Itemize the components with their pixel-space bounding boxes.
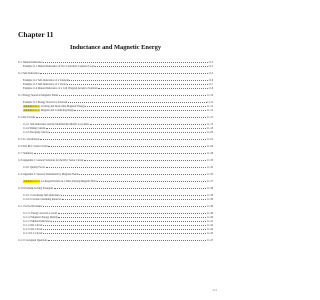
toc-entry-page: 11-30 <box>207 159 213 162</box>
toc-entry-page: 11-18 <box>207 127 213 130</box>
toc-entry[interactable] <box>18 137 213 141</box>
toc-entry-label: 11.6 The RLC Series Circuit <box>18 145 48 148</box>
toc-entry[interactable] <box>23 179 213 183</box>
toc-entry-page: 11-47 <box>207 239 213 242</box>
page-number: 11-1 <box>212 289 217 292</box>
dot-leader <box>54 187 207 189</box>
dot-leader <box>59 94 207 96</box>
animation-highlight: Animation 11.3 <box>23 180 40 183</box>
toc-entry-label: 11.10.2 Circuits containing inductors <box>23 198 62 201</box>
toc-entry-label: 11.5 LC Oscillations <box>18 138 40 141</box>
toc-entry-page: 11-8 <box>208 87 213 90</box>
dot-leader <box>97 180 206 182</box>
toc-entry-label: 11.11 Solved Problems <box>18 205 42 208</box>
toc-entry-page: 11-20 <box>207 131 213 134</box>
toc-entry[interactable] <box>18 71 213 75</box>
toc-entry-page: 11-26 <box>207 145 213 148</box>
toc-entry-label: 11.8 Appendix 1: General Solutions for the RLC Series Circuit <box>18 159 84 162</box>
toc-entry-label: 11.3 Energy Stored in Magnetic Fields <box>18 94 59 97</box>
dot-leader <box>85 105 206 107</box>
dot-leader <box>46 127 206 129</box>
toc-entry-page: 11-5 <box>208 65 213 68</box>
dot-leader <box>43 224 207 226</box>
dot-leader <box>43 205 207 207</box>
dot-leader <box>58 212 207 214</box>
toc-entry-label: 11.1 Mutual Inductance <box>18 61 43 64</box>
dot-leader <box>43 228 207 230</box>
toc-entry-label: 11.9 Appendix 2: Stresses Transmitted by Magnetic Fields <box>18 173 79 176</box>
toc-entry-page: 11-40 <box>207 216 213 219</box>
dot-leader <box>40 138 206 140</box>
toc-entry-label: 11.4.3 Decaying Current <box>23 131 49 134</box>
toc-entry-label: Example 11.5 Energy Stored in a Solenoid <box>23 101 68 104</box>
dot-leader <box>61 194 206 196</box>
dot-leader <box>43 232 206 234</box>
toc-entry-label: 11.2 Self-Inductance <box>18 72 40 75</box>
toc-entry[interactable] <box>23 130 213 134</box>
toc-entry[interactable] <box>18 238 213 242</box>
toc-entry-label: Animation 11.3A Charged Particle in a Time-Varying Magnetic Field <box>23 180 97 183</box>
toc-entry[interactable] <box>18 151 213 155</box>
toc-entry-label: Example 11.3 Self-Inductance of a Toroid <box>23 83 67 86</box>
toc-entry-label: 11.10 Problem-Solving Strategies <box>18 187 53 190</box>
toc-entry-page: 11-45 <box>207 232 213 235</box>
toc-entry-page: 11-39 <box>207 205 213 208</box>
toc-entry[interactable] <box>18 115 213 119</box>
toc-entry-label: 11.12 Conceptual Questions <box>18 239 48 242</box>
toc-entry[interactable] <box>23 231 213 235</box>
toc-entry-label: Animation 11.2Magnets and Conducting Rings <box>23 109 74 112</box>
toc-entry-label: 11.11.1 Energy stored in a toroid <box>23 212 57 215</box>
dot-leader <box>43 61 208 63</box>
toc-entry-label: Example 11.2 Self-Inductance of a Solenoid <box>23 79 69 82</box>
toc-entry-label: 11.8.1 Quality Factor <box>23 166 46 169</box>
toc-entry-label: 11.11.5 RL Circuit <box>23 228 43 231</box>
toc-entry-page: 11-42 <box>207 224 213 227</box>
toc-entry-page: 11-7 <box>208 83 213 86</box>
dot-leader <box>48 239 207 241</box>
dot-leader <box>49 131 206 133</box>
toc-entry[interactable] <box>18 172 213 176</box>
toc-entry-page: 11-39 <box>207 198 213 201</box>
dot-leader <box>48 145 206 147</box>
toc-entry-page: 11-15 <box>207 123 213 126</box>
dot-leader <box>34 152 207 154</box>
toc-entry-label: 11.10.1 Calculating Self-Inductance <box>23 194 61 197</box>
dot-leader <box>36 116 207 118</box>
toc-entry-page: 11-38 <box>207 194 213 197</box>
toc-entry[interactable] <box>23 64 213 68</box>
dot-leader <box>40 72 208 74</box>
dot-leader <box>90 123 207 125</box>
toc-entry[interactable] <box>23 165 213 169</box>
dot-leader <box>58 216 206 218</box>
chapter-title: Inductance and Magnetic Energy <box>69 44 162 51</box>
dot-leader <box>95 65 207 67</box>
dot-leader <box>79 173 206 175</box>
toc-entry[interactable] <box>18 186 213 190</box>
dot-leader <box>62 198 206 200</box>
toc-entry-label: Example 11.4 Mutual Inductance of a Coil Wrapped Around a Solenoid <box>23 87 98 90</box>
toc-entry-page: 11-44 <box>207 228 213 231</box>
toc-entry-page: 11-28 <box>207 152 213 155</box>
toc-entry-page: 11-39 <box>207 212 213 215</box>
toc-entry[interactable] <box>18 204 213 208</box>
toc-entry[interactable] <box>18 158 213 162</box>
dot-leader <box>74 109 206 111</box>
toc-entry-label: 11.11.6 LC Circuit <box>23 232 43 235</box>
animation-highlight: Animation 11.2 <box>23 109 40 112</box>
toc-entry-label: 11.11.3 Mutual Inductance <box>23 220 51 223</box>
toc-entry[interactable] <box>23 108 213 112</box>
toc-entry-page: 11-10 <box>207 94 213 97</box>
chapter-heading: Chapter 11 <box>18 30 54 39</box>
dot-leader <box>51 220 206 222</box>
toc-entry-page: 11-22 <box>207 138 213 141</box>
toc-entry-label: 11.11.4 RL Circuit <box>23 224 43 227</box>
toc-entry-page: 11-41 <box>207 220 213 223</box>
toc-entry-page: 11-33 <box>207 173 213 176</box>
toc-entry-page: 11-6 <box>208 79 213 82</box>
toc-entry-page: 11-38 <box>207 187 213 190</box>
dot-leader <box>98 87 208 89</box>
toc-entry-page: 11-15 <box>207 116 213 119</box>
toc-entry-page: 11-5 <box>208 72 213 75</box>
toc-entry[interactable] <box>23 197 213 201</box>
animation-highlight: Animation 11.1 <box>23 105 40 108</box>
toc-entry-label: 11.4.1 Self-Inductance and the Modified Kirchhoff's Loop Rule <box>23 123 89 126</box>
toc-entry-label: Animation 11.1Creating and Destroying Magnetic Energy <box>23 105 85 108</box>
dot-leader <box>46 166 207 168</box>
toc-entry[interactable] <box>18 144 213 148</box>
toc-entry-page: 11-11 <box>207 101 213 104</box>
toc-entry[interactable] <box>23 86 213 90</box>
dot-leader <box>67 83 208 85</box>
dot-leader <box>68 101 207 103</box>
toc-entry-page: 11-3 <box>208 61 213 64</box>
toc-entry-label: Example 11.1 Mutual Inductance of Two Concentric Coplanar Loops <box>23 65 95 68</box>
toc-entry-label: 11.4 RL Circuits <box>18 116 36 119</box>
toc-entry-label: 11.7 Summary <box>18 152 34 155</box>
toc-entry[interactable] <box>18 93 213 97</box>
toc-entry-label: 11.4.2 Rising Current <box>23 127 46 130</box>
toc-entry-page: 11-12 <box>207 109 213 112</box>
dot-leader <box>69 79 207 81</box>
toc-entry-page: 11-12 <box>207 105 213 108</box>
toc-entry-page: 11-37 <box>207 180 213 183</box>
toc-entry-label: 11.11.2 Magnetic Energy Density <box>23 216 58 219</box>
dot-leader <box>84 159 207 161</box>
toc-entry-page: 11-32 <box>207 166 213 169</box>
